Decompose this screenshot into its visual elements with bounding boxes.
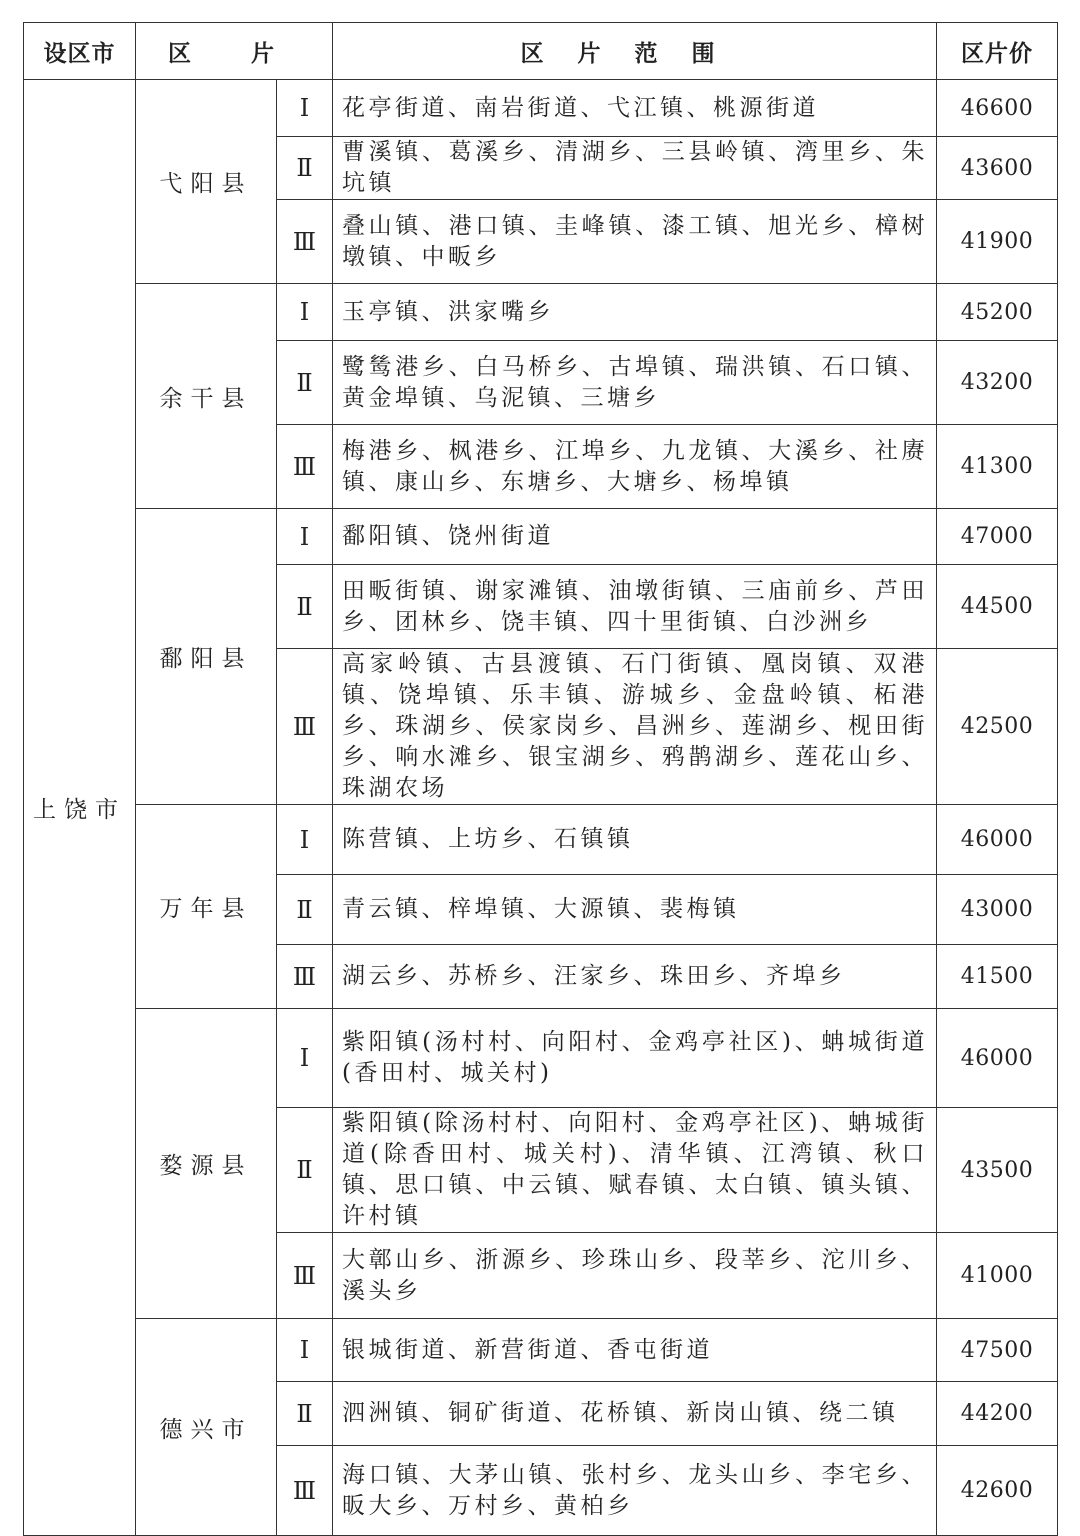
scope-cell: 泗洲镇、铜矿街道、花桥镇、新岗山镇、绕二镇 [333,1382,937,1446]
county-cell: 万年县 [136,805,277,1009]
price-cell: 44500 [937,565,1058,649]
price-cell: 42500 [937,649,1058,805]
header-city: 设区市 [24,23,136,80]
grade-cell: Ⅱ [277,1108,333,1233]
grade-cell: Ⅱ [277,565,333,649]
scope-cell: 高家岭镇、古县渡镇、石门街镇、凰岗镇、双港镇、饶埠镇、乐丰镇、游城乡、金盘岭镇、柘港乡、珠湖乡、侯家岗乡、昌洲乡、莲湖乡、枧田街乡、响水滩乡、银宝湖乡、鸦鹊湖乡、莲花山乡、珠湖农场 [333,649,937,805]
scope-cell: 湖云乡、苏桥乡、汪家乡、珠田乡、齐埠乡 [333,945,937,1009]
scope-cell: 银城街道、新营街道、香屯街道 [333,1319,937,1382]
county-cell: 德兴市 [136,1319,277,1536]
grade-cell: Ⅲ [277,200,333,284]
grade-cell: Ⅱ [277,137,333,200]
grade-cell: Ⅱ [277,341,333,425]
price-cell: 46000 [937,805,1058,875]
price-cell: 45200 [937,284,1058,341]
grade-cell: Ⅲ [277,945,333,1009]
table-row [24,509,1058,565]
scope-cell: 花亭街道、南岩街道、弋江镇、桃源街道 [333,80,937,137]
scope-cell: 海口镇、大茅山镇、张村乡、龙头山乡、李宅乡、昄大乡、万村乡、黄柏乡 [333,1446,937,1536]
scope-cell: 田畈街镇、谢家滩镇、油墩街镇、三庙前乡、芦田乡、团林乡、饶丰镇、四十里街镇、白沙洲乡 [333,565,937,649]
table-row [24,1009,1058,1108]
county-cell: 余干县 [136,284,277,509]
scope-cell: 曹溪镇、葛溪乡、清湖乡、三县岭镇、湾里乡、朱坑镇 [333,137,937,200]
price-cell: 47000 [937,509,1058,565]
grade-cell: Ⅲ [277,1446,333,1536]
header-scope: 区片范围 [333,23,937,80]
grade-cell: Ⅰ [277,509,333,565]
price-cell: 43000 [937,875,1058,945]
price-cell: 41000 [937,1233,1058,1319]
price-cell: 41300 [937,425,1058,509]
county-cell: 鄱阳县 [136,509,277,805]
scope-cell: 叠山镇、港口镇、圭峰镇、漆工镇、旭光乡、樟树墩镇、中畈乡 [333,200,937,284]
price-cell: 43600 [937,137,1058,200]
header-price: 区片价 [937,23,1058,80]
grade-cell: Ⅰ [277,805,333,875]
scope-cell: 玉亭镇、洪家嘴乡 [333,284,937,341]
grade-cell: Ⅰ [277,80,333,137]
price-cell: 41500 [937,945,1058,1009]
price-cell: 47500 [937,1319,1058,1382]
land-zone-price-table [23,22,1058,1536]
price-cell: 43200 [937,341,1058,425]
scope-cell: 梅港乡、枫港乡、江埠乡、九龙镇、大溪乡、社赓镇、康山乡、东塘乡、大塘乡、杨埠镇 [333,425,937,509]
county-cell: 婺源县 [136,1009,277,1319]
header-zone: 区 片 [136,23,333,80]
scope-cell: 紫阳镇(除汤村村、向阳村、金鸡亭社区)、蚺城街道(除香田村、城关村)、清华镇、江湾镇、秋口镇、思口镇、中云镇、赋春镇、太白镇、镇头镇、许村镇 [333,1108,937,1233]
table-header-row [24,23,1058,80]
grade-cell: Ⅲ [277,425,333,509]
grade-cell: Ⅲ [277,649,333,805]
table-row [24,284,1058,341]
table-row [24,805,1058,875]
grade-cell: Ⅰ [277,284,333,341]
city-cell: 上饶市 [24,80,136,1536]
price-cell: 44200 [937,1382,1058,1446]
grade-cell: Ⅰ [277,1319,333,1382]
price-cell: 46600 [937,80,1058,137]
scope-cell: 青云镇、梓埠镇、大源镇、裴梅镇 [333,875,937,945]
price-cell: 43500 [937,1108,1058,1233]
scope-cell: 紫阳镇(汤村村、向阳村、金鸡亭社区)、蚺城街道(香田村、城关村) [333,1009,937,1108]
table-row [24,1319,1058,1382]
grade-cell: Ⅰ [277,1009,333,1108]
price-cell: 46000 [937,1009,1058,1108]
grade-cell: Ⅱ [277,1382,333,1446]
scope-cell: 大鄣山乡、浙源乡、珍珠山乡、段莘乡、沱川乡、溪头乡 [333,1233,937,1319]
scope-cell: 陈营镇、上坊乡、石镇镇 [333,805,937,875]
price-cell: 42600 [937,1446,1058,1536]
county-cell: 弋阳县 [136,80,277,284]
scope-cell: 鹭鸶港乡、白马桥乡、古埠镇、瑞洪镇、石口镇、黄金埠镇、乌泥镇、三塘乡 [333,341,937,425]
table-row [24,80,1058,137]
grade-cell: Ⅲ [277,1233,333,1319]
price-cell: 41900 [937,200,1058,284]
scope-cell: 鄱阳镇、饶州街道 [333,509,937,565]
grade-cell: Ⅱ [277,875,333,945]
